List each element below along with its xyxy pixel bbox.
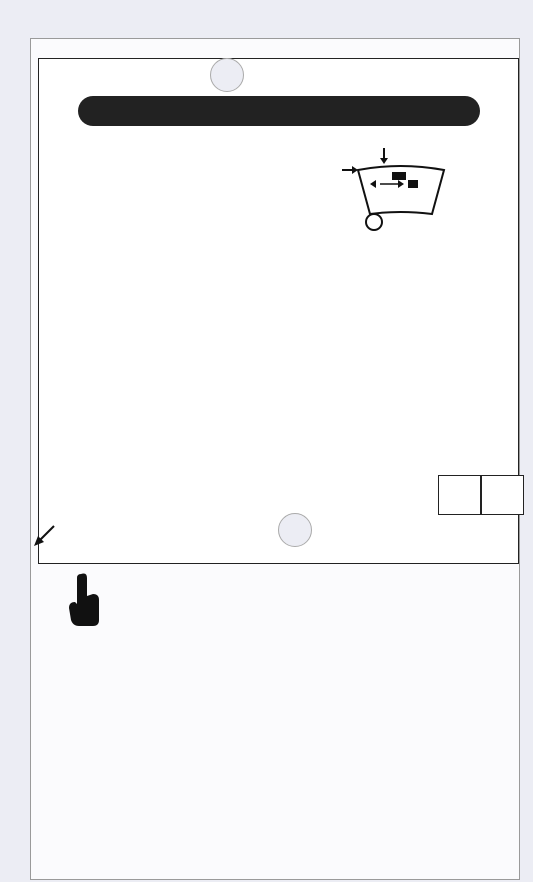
hand-pointer-icon (65, 570, 109, 630)
month-cell-dez-a (438, 475, 481, 515)
revenue-banner (78, 96, 480, 126)
peel-arrow-icon (30, 520, 60, 550)
barcode (120, 765, 415, 837)
windscreen-diagram-icon (340, 140, 460, 232)
punch-hole-bottom (278, 513, 312, 547)
month-cell-dez-b (481, 475, 524, 515)
punch-hole-top (210, 58, 244, 92)
